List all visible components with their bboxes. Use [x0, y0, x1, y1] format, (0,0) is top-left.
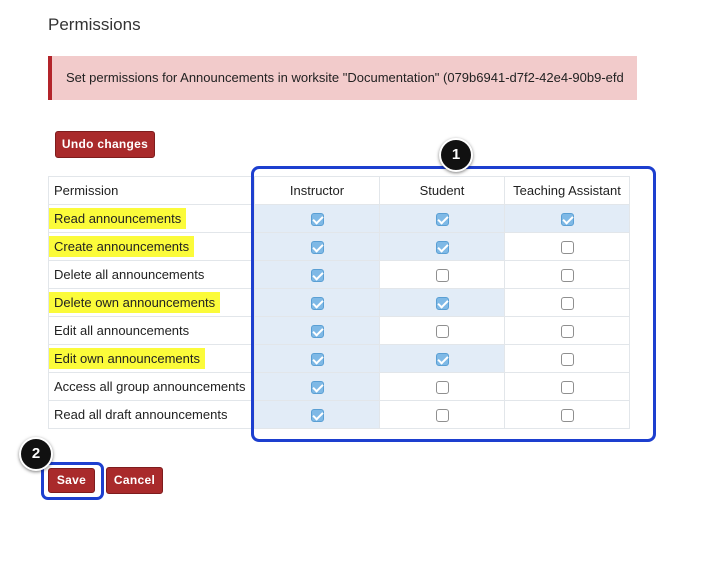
teaching-assistant-checkbox[interactable] — [561, 213, 574, 226]
teaching-assistant-checkbox[interactable] — [561, 269, 574, 282]
teaching-assistant-cell — [505, 317, 630, 345]
student-checkbox[interactable] — [436, 325, 449, 338]
student-cell — [380, 289, 505, 317]
student-cell — [380, 373, 505, 401]
header-student: Student — [380, 177, 505, 205]
permission-label-cell — [49, 205, 255, 233]
permission-label-cell — [49, 373, 255, 401]
instructor-cell — [255, 345, 380, 373]
student-cell — [380, 345, 505, 373]
teaching-assistant-checkbox[interactable] — [561, 297, 574, 310]
instructor-cell — [255, 261, 380, 289]
permission-label: Edit all announcements — [54, 323, 190, 338]
instructor-cell — [255, 401, 380, 429]
permission-label: Edit own announcements — [49, 348, 205, 369]
save-button[interactable]: Save — [48, 468, 95, 493]
instructor-checkbox[interactable] — [311, 409, 324, 422]
student-cell — [380, 401, 505, 429]
undo-changes-button[interactable]: Undo changes — [55, 131, 155, 158]
table-row — [49, 317, 630, 345]
instructor-checkbox[interactable] — [311, 381, 324, 394]
instructor-checkbox[interactable] — [311, 353, 324, 366]
permission-label-cell — [49, 261, 255, 289]
student-checkbox[interactable] — [436, 409, 449, 422]
table-row — [49, 205, 630, 233]
callout-badge-2: 2 — [19, 437, 53, 471]
teaching-assistant-checkbox[interactable] — [561, 381, 574, 394]
teaching-assistant-cell — [505, 401, 630, 429]
permission-label: Access all group announcements — [54, 379, 246, 394]
teaching-assistant-checkbox[interactable] — [561, 325, 574, 338]
instructor-checkbox[interactable] — [311, 241, 324, 254]
instructor-cell — [255, 289, 380, 317]
table-row — [49, 373, 630, 401]
teaching-assistant-cell — [505, 205, 630, 233]
alert-text: Set permissions for Announcements in worksite "Documentation" (079b6941-d7f2-42e4-90b9-efd — [66, 70, 624, 85]
permission-label-cell — [49, 233, 255, 261]
student-cell — [380, 205, 505, 233]
student-checkbox[interactable] — [436, 381, 449, 394]
permission-label: Create announcements — [49, 236, 194, 257]
permission-label: Delete all announcements — [54, 267, 205, 282]
student-cell — [380, 261, 505, 289]
table-row — [49, 289, 630, 317]
instructor-checkbox[interactable] — [311, 325, 324, 338]
permission-label-cell — [49, 317, 255, 345]
teaching-assistant-checkbox[interactable] — [561, 353, 574, 366]
student-checkbox[interactable] — [436, 241, 449, 254]
instructor-cell — [255, 233, 380, 261]
permission-label: Read announcements — [49, 208, 186, 229]
permissions-alert — [48, 56, 637, 100]
table-header-row — [49, 177, 630, 205]
callout-badge-1: 1 — [439, 138, 473, 172]
permission-label-cell — [49, 345, 255, 373]
table-row — [49, 401, 630, 429]
permission-label-cell — [49, 401, 255, 429]
teaching-assistant-checkbox[interactable] — [561, 241, 574, 254]
student-cell — [380, 317, 505, 345]
cancel-button[interactable]: Cancel — [106, 467, 163, 494]
table-row — [49, 261, 630, 289]
page-title: Permissions — [48, 15, 141, 34]
header-instructor: Instructor — [255, 177, 380, 205]
student-checkbox[interactable] — [436, 353, 449, 366]
instructor-checkbox[interactable] — [311, 213, 324, 226]
student-cell — [380, 233, 505, 261]
teaching-assistant-checkbox[interactable] — [561, 409, 574, 422]
student-checkbox[interactable] — [436, 297, 449, 310]
table-row — [49, 233, 630, 261]
student-checkbox[interactable] — [436, 269, 449, 282]
teaching-assistant-cell — [505, 373, 630, 401]
instructor-cell — [255, 373, 380, 401]
instructor-cell — [255, 317, 380, 345]
header-teaching-assistant: Teaching Assistant — [505, 177, 630, 205]
instructor-checkbox[interactable] — [311, 269, 324, 282]
permissions-table — [48, 176, 630, 429]
teaching-assistant-cell — [505, 233, 630, 261]
teaching-assistant-cell — [505, 261, 630, 289]
table-row — [49, 345, 630, 373]
student-checkbox[interactable] — [436, 213, 449, 226]
instructor-checkbox[interactable] — [311, 297, 324, 310]
permission-label: Read all draft announcements — [54, 407, 228, 422]
teaching-assistant-cell — [505, 289, 630, 317]
permission-label: Delete own announcements — [49, 292, 220, 313]
instructor-cell — [255, 205, 380, 233]
teaching-assistant-cell — [505, 345, 630, 373]
header-permission: Permission — [49, 177, 255, 205]
permission-label-cell — [49, 289, 255, 317]
